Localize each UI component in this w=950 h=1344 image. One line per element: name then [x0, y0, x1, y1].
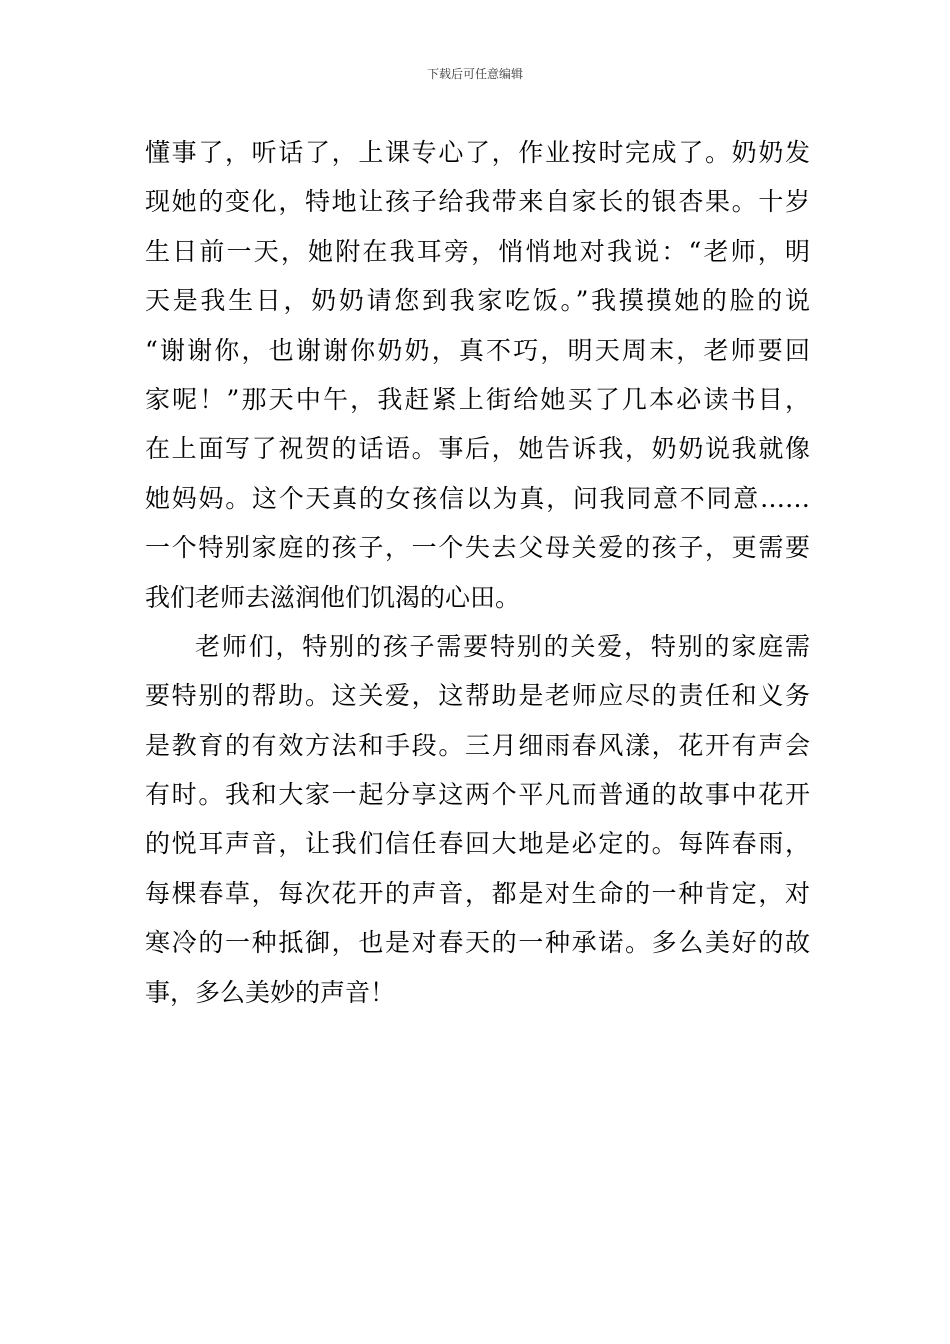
- page-header-note: 下载后可任意编辑: [426, 67, 523, 81]
- text-line: 老师们，特别的孩子需要特别的关爱，特别的家庭需: [195, 631, 810, 661]
- paragraph-2: [145, 622, 810, 1017]
- text-line: 她妈妈。这个天真的女孩信以为真，问我同意不同意……: [145, 483, 810, 513]
- paragraph-1: [145, 128, 810, 622]
- text-line: 我们老师去滋润他们饥渴的心田。: [145, 582, 521, 612]
- text-line: 天是我生日，奶奶请您到我家吃饭。”我摸摸她的脸的说: [145, 286, 810, 316]
- text-line: 有时。我和大家一起分享这两个平凡而普通的故事中花开: [145, 780, 810, 810]
- text-line: 每棵春草，每次花开的声音，都是对生命的一种肯定，对: [145, 878, 810, 908]
- text-line: 生日前一天，她附在我耳旁，悄悄地对我说：“老师，明: [145, 236, 810, 266]
- text-line: 家呢！”那天中午，我赶紧上街给她买了几本必读书目，: [145, 384, 810, 414]
- text-line: 懂事了，听话了，上课专心了，作业按时完成了。奶奶发: [145, 138, 810, 167]
- text-line: 的悦耳声音，让我们信任春回大地是必定的。每阵春雨，: [145, 829, 810, 859]
- text-line: 现她的变化，特地让孩子给我带来自家长的银杏果。十岁: [145, 187, 810, 217]
- text-line: 要特别的帮助。这关爱，这帮助是老师应尽的责任和义务: [145, 681, 810, 711]
- text-line: 寒冷的一种抵御，也是对春天的一种承诺。多么美好的故: [145, 928, 810, 958]
- text-line: 在上面写了祝贺的话语。事后，她告诉我，奶奶说我就像: [145, 434, 810, 464]
- text-line: “谢谢你，也谢谢你奶奶，真不巧，明天周末，老师要回: [145, 335, 810, 365]
- document-body: [145, 128, 810, 1017]
- text-line: 事，多么美妙的声音！: [145, 977, 396, 1007]
- text-line: 是教育的有效方法和手段。三月细雨春风漾，花开有声会: [145, 730, 810, 760]
- text-line: 一个特别家庭的孩子，一个失去父母关爱的孩子，更需要: [145, 533, 810, 563]
